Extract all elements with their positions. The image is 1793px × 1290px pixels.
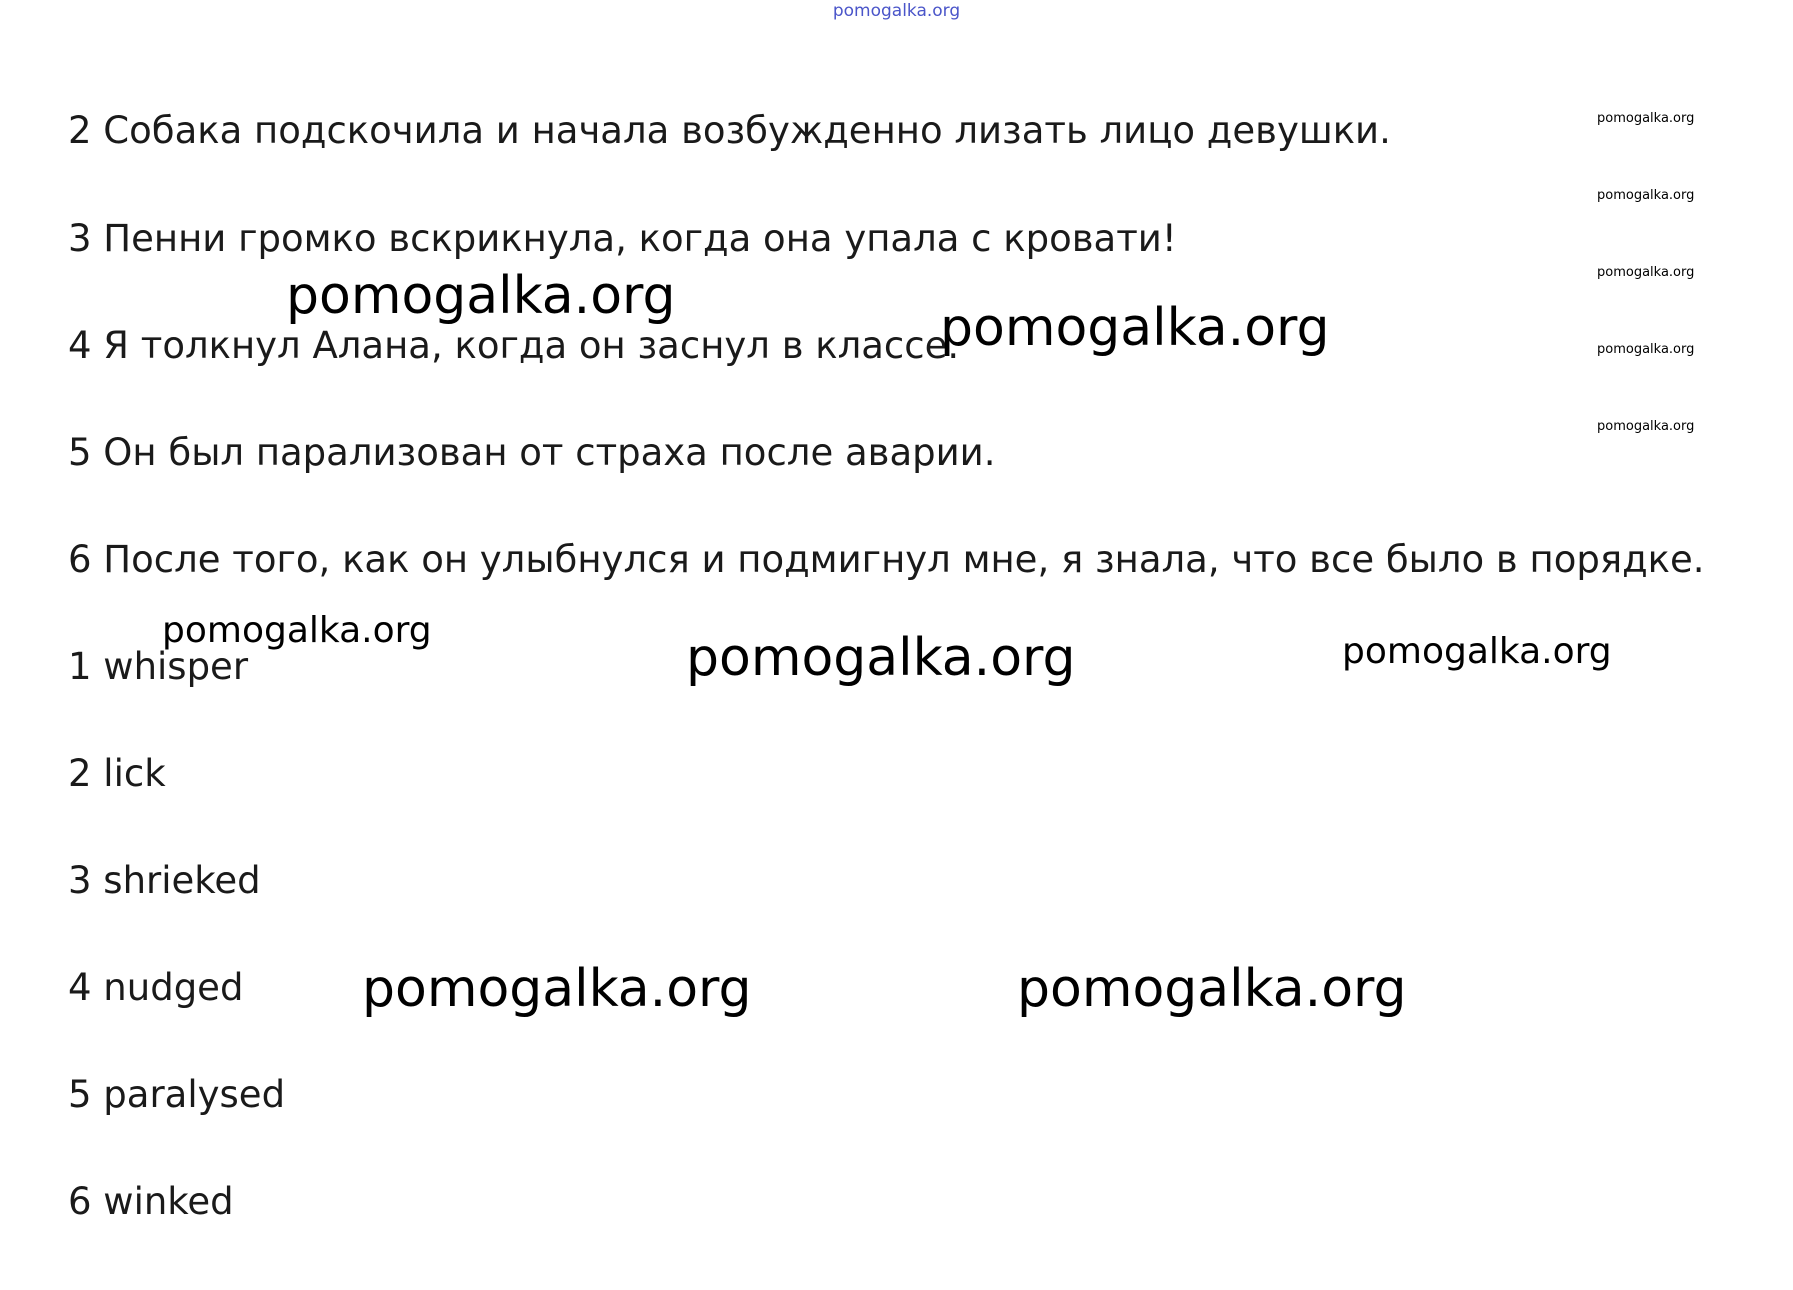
- watermark: pomogalka.org: [1597, 419, 1695, 434]
- translation-line: 3 Пенни громко вскрикнула, когда она упала с кровати!: [68, 217, 1177, 260]
- watermark: pomogalka.org: [1342, 631, 1612, 672]
- site-link[interactable]: pomogalka.org: [832, 1, 961, 21]
- answer-line: 3 shrieked: [68, 859, 261, 902]
- watermark: pomogalka.org: [686, 628, 1076, 688]
- answer-line: 6 winked: [68, 1180, 234, 1223]
- answer-line: 5 paralysed: [68, 1073, 286, 1116]
- answer-line: 4 nudged: [68, 966, 244, 1009]
- watermark: pomogalka.org: [1017, 959, 1407, 1019]
- watermark: pomogalka.org: [286, 266, 676, 326]
- answer-line: 2 lick: [68, 752, 166, 795]
- translation-line: 2 Собака подскочила и начала возбужденно лизать лицо девушки.: [68, 109, 1391, 152]
- answer-line: 1 whisper: [68, 645, 249, 688]
- watermark: pomogalka.org: [362, 959, 752, 1019]
- watermark: pomogalka.org: [162, 610, 432, 651]
- translation-line: 5 Он был парализован от страха после аварии.: [68, 431, 996, 474]
- watermark: pomogalka.org: [940, 298, 1330, 358]
- watermark: pomogalka.org: [1597, 188, 1695, 203]
- watermark: pomogalka.org: [1597, 342, 1695, 357]
- translation-line: 6 После того, как он улыбнулся и подмигнул мне, я знала, что все было в порядке.: [68, 538, 1705, 581]
- watermark: pomogalka.org: [1597, 265, 1695, 280]
- translation-line: 4 Я толкнул Алана, когда он заснул в классе.: [68, 324, 960, 367]
- watermark: pomogalka.org: [1597, 111, 1695, 126]
